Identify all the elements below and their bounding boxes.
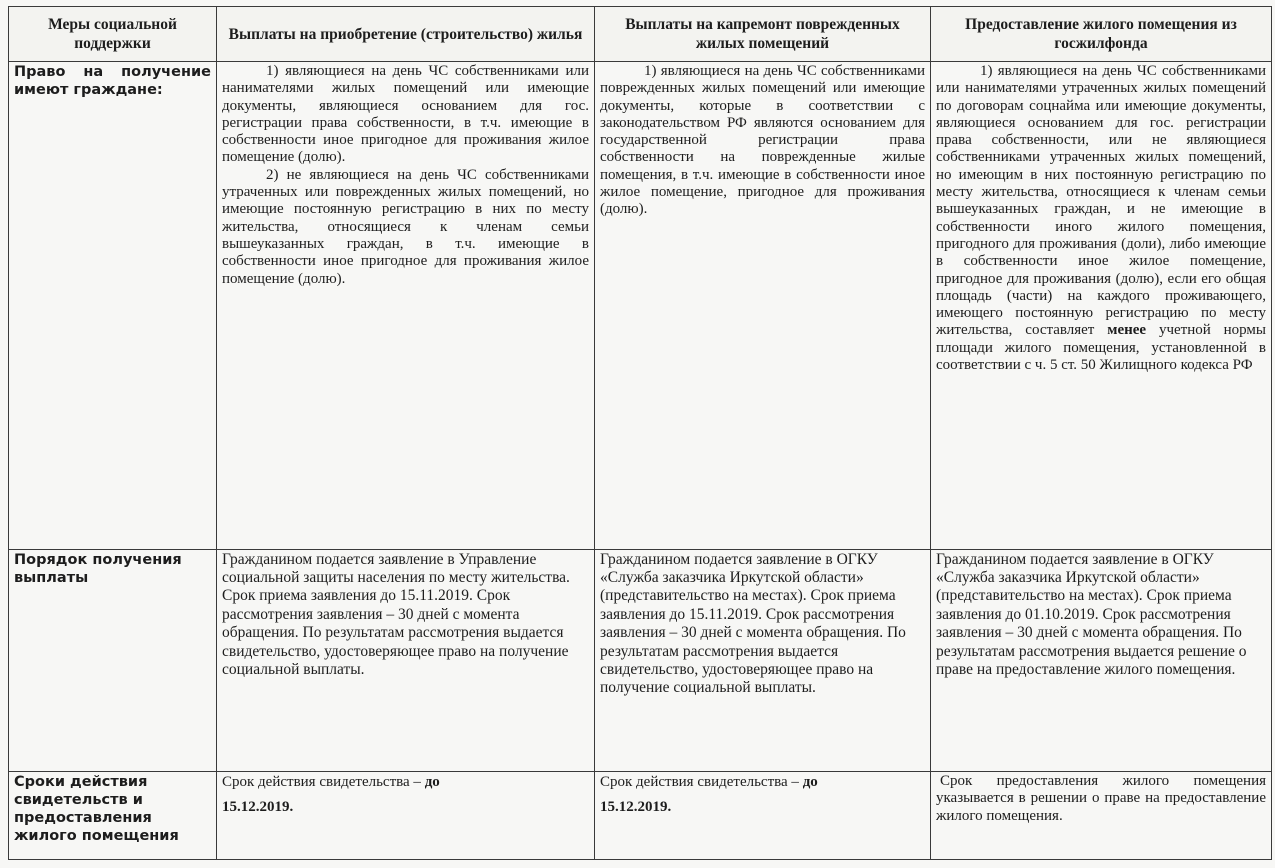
- eligibility-housing-emphasis: менее: [1107, 322, 1147, 339]
- cell-eligibility-repair: [595, 62, 931, 550]
- header-support-measures: Меры социальной поддержки: [9, 7, 217, 62]
- header-row: [9, 7, 1272, 62]
- eligibility-housing-text-a: 1) являющиеся на день ЧС собственниками или нанимателями утраченных жилых помещений по договорам соцнайма или имеющие документы, являющиеся основанием для гос. регистрации права собственности, или не являющиеся собственниками утраченных жилых помещений, но имеющим в них постоянную регистрацию по месту жительства, относящиеся к членам семьи вышеуказанных граждан, и не имеющие в собственности иного жилого помещения, пригодного для проживания (доли), либо имеющие в собственности иное жилое помещение, пригодное для проживания (долю), если его общая площадь (части) на каждого проживающего, имеющего постоянную регистрацию по месту жительства, составляет: [936, 63, 1266, 339]
- header-purchase-payments: Выплаты на приобретение (строительство) жилья: [217, 7, 595, 62]
- terms-purchase-date: 15.12.2019.: [222, 799, 294, 816]
- table-row-terms: [9, 771, 1272, 859]
- eligibility-purchase-item-2: 2) не являющиеся на день ЧС собственниками утраченных или поврежденных жилых помещений, но имеющие постоянную регистрацию в них по месту жительства, относящиеся к членам семьи вышеуказанных граждан, в т.ч. имеющие в собственности иное пригодное для проживания жилое помещение (долю).: [222, 166, 589, 287]
- eligibility-purchase-item-1: 1) являющиеся на день ЧС собственниками или нанимателями жилых помещений или имеющие документы, являющиеся основанием для гос. регистрации права собственности, в т.ч. имеющие в собственности иное пригодное для проживания жилое помещение (долю).: [222, 63, 589, 166]
- terms-repair-text: Срок действия свидетельства –: [600, 773, 799, 790]
- cell-procedure-repair: [595, 549, 931, 771]
- row-label-terms: Сроки действия свидетельств и предоставления жилого помещения: [9, 771, 217, 859]
- row-label-procedure: Порядок получения выплаты: [9, 549, 217, 771]
- social-support-table: [8, 6, 1272, 860]
- terms-housing-text: Срок предоставления жилого помещения указывается в решении о праве на предоставление жилого помещения.: [936, 772, 1266, 824]
- table-row-eligibility: [9, 62, 1272, 550]
- cell-procedure-housing: [931, 549, 1272, 771]
- row-label-eligibility: Право на получение имеют граждане:: [9, 62, 217, 550]
- procedure-repair-text: Гражданином подается заявление в ОГКУ «Служба заказчика Иркутской области» (представительство на местах). Срок приема заявления до 15.11.2019. Срок рассмотрения заявления – 30 дней с момента обращения. По результатам рассмотрения выдается свидетельство, удостоверяющее право на получение социальной выплаты.: [600, 550, 906, 697]
- cell-terms-repair: [595, 771, 931, 859]
- terms-repair-bold-word: до: [802, 773, 818, 790]
- terms-purchase-text: Срок действия свидетельства –: [222, 773, 421, 790]
- terms-repair-date: 15.12.2019.: [600, 799, 672, 816]
- eligibility-housing-text-b: учетной нормы площади жилого помещения, установленной в соответствии с ч. 5 ст. 50 Жилищного кодекса РФ: [936, 322, 1266, 374]
- eligibility-housing-item-1: [936, 63, 1266, 374]
- procedure-purchase-text: Гражданином подается заявление в Управление социальной защиты населения по месту жительства. Срок приема заявления до 15.11.2019. Срок рассмотрения заявления – 30 дней с момента обращения. По результатам рассмотрения выдается свидетельство, удостоверяющее право на получение социальной выплаты.: [222, 550, 570, 679]
- cell-eligibility-purchase: [217, 62, 595, 550]
- terms-purchase-bold-word: до: [424, 773, 440, 790]
- cell-terms-purchase: [217, 771, 595, 859]
- cell-eligibility-housing: [931, 62, 1272, 550]
- procedure-housing-text: Гражданином подается заявление в ОГКУ «Служба заказчика Иркутской области» (представительство на местах). Срок приема заявления до 01.10.2019. Срок рассмотрения заявления – 30 дней с момента обращения. По результатам рассмотрения выдается решение о праве на предоставление жилого помещения.: [936, 550, 1247, 679]
- header-state-housing: Предоставление жилого помещения из госжилфонда: [931, 7, 1272, 62]
- cell-procedure-purchase: [217, 549, 595, 771]
- header-repair-payments: Выплаты на капремонт поврежденных жилых помещений: [595, 7, 931, 62]
- eligibility-repair-item-1: 1) являющиеся на день ЧС собственниками поврежденных жилых помещений или имеющие документы, которые в соответствии с законодательством РФ являются основанием для государственной регистрации права собственности на поврежденные жилые помещения, в т.ч. имеющие в собственности иное жилое помещение, пригодное для проживания (долю).: [600, 63, 925, 218]
- cell-terms-housing: [931, 771, 1272, 859]
- table-row-procedure: [9, 549, 1272, 771]
